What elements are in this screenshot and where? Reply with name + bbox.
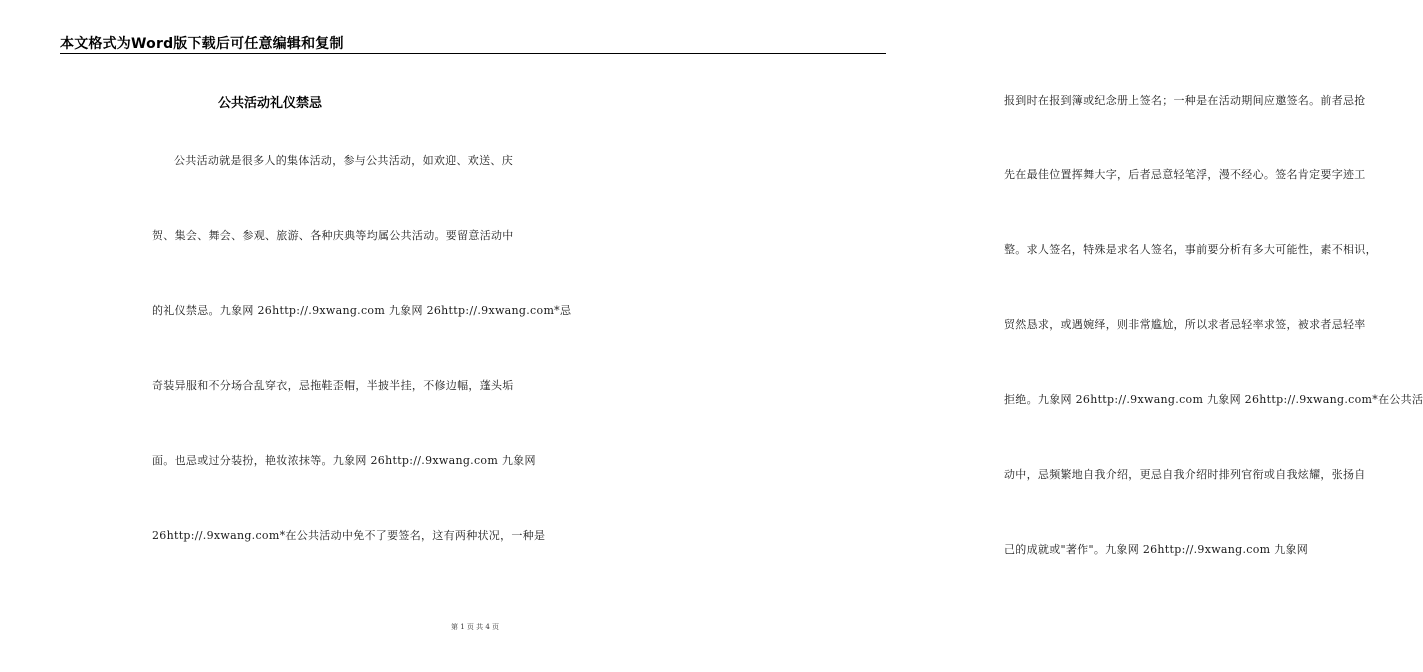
body-line: 报到时在报到簿或纪念册上签名；一种是在活动期间应邀签名。前者忌抢 <box>1004 94 1366 107</box>
header-banner: 本文格式为Word版下载后可任意编辑和复制 <box>60 36 344 52</box>
page-number-footer: 第 1 页 共 4 页 <box>450 623 500 631</box>
body-line: 整。求人签名，特殊是求名人签名，事前要分析有多大可能性，素不相识， <box>1004 243 1377 256</box>
body-line: 的礼仪禁忌。九象网 26http://.9xwang.com 九象网 26http://.9xwang.com*忌 <box>152 304 572 317</box>
body-line: 先在最佳位置挥舞大字，后者忌意轻笔浮，漫不经心。签名肯定要字迹工 <box>1004 168 1366 181</box>
header-divider <box>60 53 886 54</box>
body-line: 贸然恳求，或遇婉绎，则非常尴尬，所以求者忌轻率求签，被求者忌轻率 <box>1004 318 1366 331</box>
body-line: 己的成就或"著作"。九象网 26http://.9xwang.com 九象网 <box>1004 543 1309 556</box>
body-line: 动中，忌频繁地自我介绍，更忌自我介绍时排列官衔或自我炫耀，张扬自 <box>1004 468 1366 481</box>
body-line: 贺、集会、舞会、参观、旅游、各种庆典等均属公共活动。要留意活动中 <box>152 229 514 242</box>
document-title: 公共活动礼仪禁忌 <box>217 96 322 111</box>
body-line: 26http://.9xwang.com*在公共活动中免不了要签名，这有两种状况，一种是 <box>152 529 546 542</box>
body-line: 公共活动就是很多人的集体活动，参与公共活动，如欢迎、欢送、庆 <box>174 154 513 167</box>
body-line: 拒绝。九象网 26http://.9xwang.com 九象网 26http://.9xwang.com*在公共活 <box>1004 393 1423 406</box>
body-line: 面。也忌或过分装扮，艳妆浓抹等。九象网 26http://.9xwang.com 九象网 <box>152 454 536 467</box>
body-line: 奇装异服和不分场合乱穿衣，忌拖鞋歪帽，半披半挂，不修边幅，蓬头垢 <box>152 379 514 392</box>
